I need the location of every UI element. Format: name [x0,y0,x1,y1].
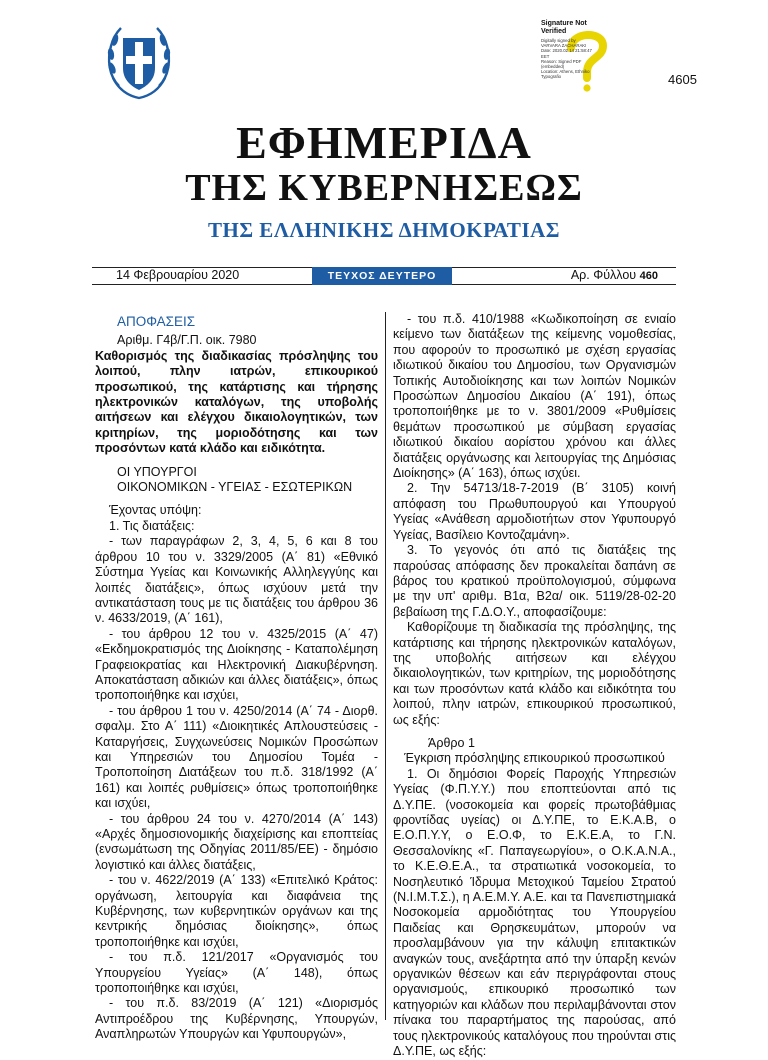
decision-reference: Αριθμ. Γ4β/Γ.Π. οικ. 7980 [117,333,257,348]
ministries-heading: ΟΙΚΟΝΟΜΙΚΩΝ - ΥΓΕΙΑΣ - ΕΣΩΤΕΡΙΚΩΝ [117,480,353,495]
issue-date: 14 Φεβρουαρίου 2020 [116,268,240,282]
issue-header-bar [92,267,676,285]
masthead-subtitle: ΤΗΣ ΕΛΛΗΝΙΚΗΣ ΔΗΜΟΚΡΑΤΙΑΣ [207,218,561,242]
paragraph: - του π.δ. 121/2017 «Οργανισμός του Υπουργείου Υγείας» (Α΄ 148), όπως τροποποιήθηκε και ισχύει, [95,950,378,996]
masthead-title-line2: ΤΗΣ ΚΥΒΕΡΝΗΣΕΩΣ [185,167,583,209]
page-number: 4605 [668,72,697,87]
paragraph: 1. Τις διατάξεις: [109,518,195,533]
issue-series-badge: ΤΕΥΧΟΣ ΔΕΥΤΕΡΟ [312,267,452,285]
left-column [95,312,378,1043]
paragraph: - του άρθρου 1 του ν. 4250/2014 (Α΄ 74 - Διορθ. σφαλμ. Στο Α΄ 111) «Διοικητικές Απλουστεύσεις - Καταργήσεις, Συγχωνεύσεις Νομικών Προσώπων και Υπηρεσιών του Δημοσίου Τομέα - Τροποποίηση Διατάξεων του π.δ. 318/1992 (Α΄ 161) και λοιπές ρυθμίσεις» όπως τροποποιήθηκε και ισχύει, [95,703,378,811]
signature-details: Digitally signed by VARVARA ZACHARAKI Date: 2020.02.14 21:58:47 EET Reason: Signed PDF (embedded) Location: Athens, Ethniko Typografio [541,38,592,80]
signature-status: Signature Not Verified [541,20,587,35]
paragraph: - του ν. 4622/2019 (Α΄ 133) «Επιτελικό Κράτος: οργάνωση, λειτουργία και διαφάνεια της Κυβέρνησης, των κυβερνητικών οργάνων και της κεντρικής δημόσιας διοίκησης», όπως τροποποιήθηκε και ισχύει, [95,873,378,949]
ministers-heading: ΟΙ ΥΠΟΥΡΓΟΙ [117,464,197,479]
paragraph: Έχοντας υπόψη: [109,503,202,518]
section-heading: ΑΠΟΦΑΣΕΙΣ [117,314,196,329]
article-number: Άρθρο 1 [428,735,475,750]
paragraph: Καθορίζουμε τη διαδικασία της πρόσληψης, της κατάρτισης και τήρησης ηλεκτρονικών καταλόγων, της υποβολής αιτήσεων και ελέγχου δικαιολογητικών, των κριτηρίων, της μοριοδότησης και των προσόντων κατά κλάδο και ειδικότητα του λοιπού, πλην ιατρών, επικουρικού προσωπικού, ως εξής: [393,620,676,727]
paragraph: - του π.δ. 410/1988 «Κωδικοποίηση σε ενιαίο κείμενο των διατάξεων της κείμενης νομοθεσίας, που αφορούν το προσωπικό με σχέση εργασίας ιδιωτικού δικαίου του Δημοσίου, των Οργανισμών Τοπικής Αυτοδιοίκησης και των λοιπών Νομικών Προσώπων Δημοσίου Δικαίου (Α΄ 191), όπως τροποποιήθηκε με το ν. 3801/2009 «Ρυθμίσεις θεμάτων προσωπικού με σύμβαση εργασίας ιδιωτικού δικαίου αορίστου χρόνου και άλλες διατάξεις οργάνωσης και λειτουργίας της Δημόσιας Διοίκησης» (Α΄ 163), όπως ισχύει. [393,312,676,481]
paragraph: 3. Το γεγονός ότι από τις διατάξεις της παρούσας απόφασης δεν προκαλείται δαπάνη σε βάρος του κρατικού προϋπολογισμού, σύμφωνα με την υπ' αριθμ. Β1α, Β2α/ οικ. 5119/28-02-20 βεβαίωση της Γ.Δ.Ο.Υ., αποφασίζουμε: [393,543,676,619]
paragraph: - του π.δ. 83/2019 (Α΄ 121) «Διορισμός Αντιπροέδρου της Κυβέρνησης, Υπουργών, Αναπληρωτών Υπουργών και Υφυπουργών», [95,996,378,1042]
paragraph: - του άρθρου 24 του ν. 4270/2014 (Α΄ 143) «Αρχές δημοσιονομικής διαχείρισης και εποπτείας (ενσωμάτωση της Οδηγίας 2011/85/ΕΕ) - δημόσιο λογιστικό και άλλες διατάξεις, [95,811,378,872]
article-title: Έγκριση πρόσληψης επικουρικού προσωπικού [404,751,665,766]
column-divider [385,312,386,1020]
paragraph: - του άρθρου 12 του ν. 4325/2015 (Α΄ 47) «Εκδημοκρατισμός της Διοίκησης - Καταπολέμηση Γραφειοκρατίας και Ηλεκτρονική Διακυβέρνηση. Αποκατάσταση αδικιών και άλλες διατάξεις», όπως τροποποιήθηκε και ισχύει, [95,626,378,703]
paragraph: - των παραγράφων 2, 3, 4, 5, 6 και 8 του άρθρου 10 του ν. 3329/2005 (Α΄ 81) «Εθνικό Σύστημα Υγείας και Κοινωνικής Αλληλεγγύης και λοιπές διατάξεις», όπως ισχύουν μετά την αντικατάσταση τους με τις διατάξεις του άρθρου 36 ν. 4633/2019, (Α΄ 161), [95,534,378,626]
sheet-number-value: 460 [639,270,658,282]
masthead-title-line1: ΕΦΗΜΕΡΙΔΑ [236,117,532,168]
sheet-number-label: Αρ. Φύλλου [570,268,637,282]
digital-signature-stamp [541,20,627,98]
article-paragraph: 1. Οι δημόσιοι Φορείς Παροχής Υπηρεσιών Υγείας (Φ.Π.Υ.Υ.) που εποπτεύονται από τις Δ.Υ.ΠΕ. (νοσοκομεία και φορείς πρωτοβάθμιας φροντίδας υγείας) οι Δ.Υ.ΠΕ, το Ε.Κ.Α.Β, ο Ε.Ο.Π.Υ.Υ, ο Ε.Ο.Φ, το Ε.Κ.Ε.Α, το Γ.Ν. Θεσσαλονίκης «Γ. Παπαγεωργίου», ο Ο.Κ.Α.Ν.Α., το Κ.Ε.Θ.Ε.Α., τα στρατιωτικά νοσοκομεία, το Νοσηλευτικό Ίδρυμα Μετοχικού Ταμείου Στρατού (Ν.Ι.Μ.Τ.Σ.), η Α.Ε.Μ.Υ. Α.Ε. και τα Πανεπιστημιακά Νοσοκομεία αρμοδιότητας του Υπουργείου Παιδείας και Θρησκευμάτων, μπορούν να προσλαμβάνουν για την κάλυψη επιτακτικών αναγκών τους, ανεξάρτητα από την ύπαρξη κενών οργανικών θέσεων και εάν περιγράφονται στους οργανισμούς, επικουρικό προσωπικό των κατηγοριών και κλάδων που περιλαμβάνονται στον πίνακα του παραρτήματος της παρούσας, από τους ηλεκτρονικούς καταλόγους που τηρούνται στις Δ.Υ.ΠΕ, ως εξής: [393,766,676,1059]
right-column [393,312,676,1060]
sheet-number [571,268,658,282]
decision-title: Καθορισμός της διαδικασίας πρόσληψης του λοιπού, πλην ιατρών, επικουρικού προσωπικού, της κατάρτισης και τήρησης ηλεκτρονικών καταλόγων, της υποβολής αιτήσεων και ελέγχου δικαιολογητικών, των κριτηρίων, της μοριοδότησης και των προσόντων κατά κλάδο και ειδικότητα. [95,348,378,456]
paragraph: 2. Την 54713/18-7-2019 (Β΄ 3105) κοινή απόφαση του Πρωθυπουργού και Υπουργού Υγείας «Ανάθεση αρμοδιοτήτων στον Υφυπουργό Υγείας, Βασίλειο Κοντοζαμάνη». [393,481,676,542]
greek-coat-of-arms-emblem [105,20,173,102]
